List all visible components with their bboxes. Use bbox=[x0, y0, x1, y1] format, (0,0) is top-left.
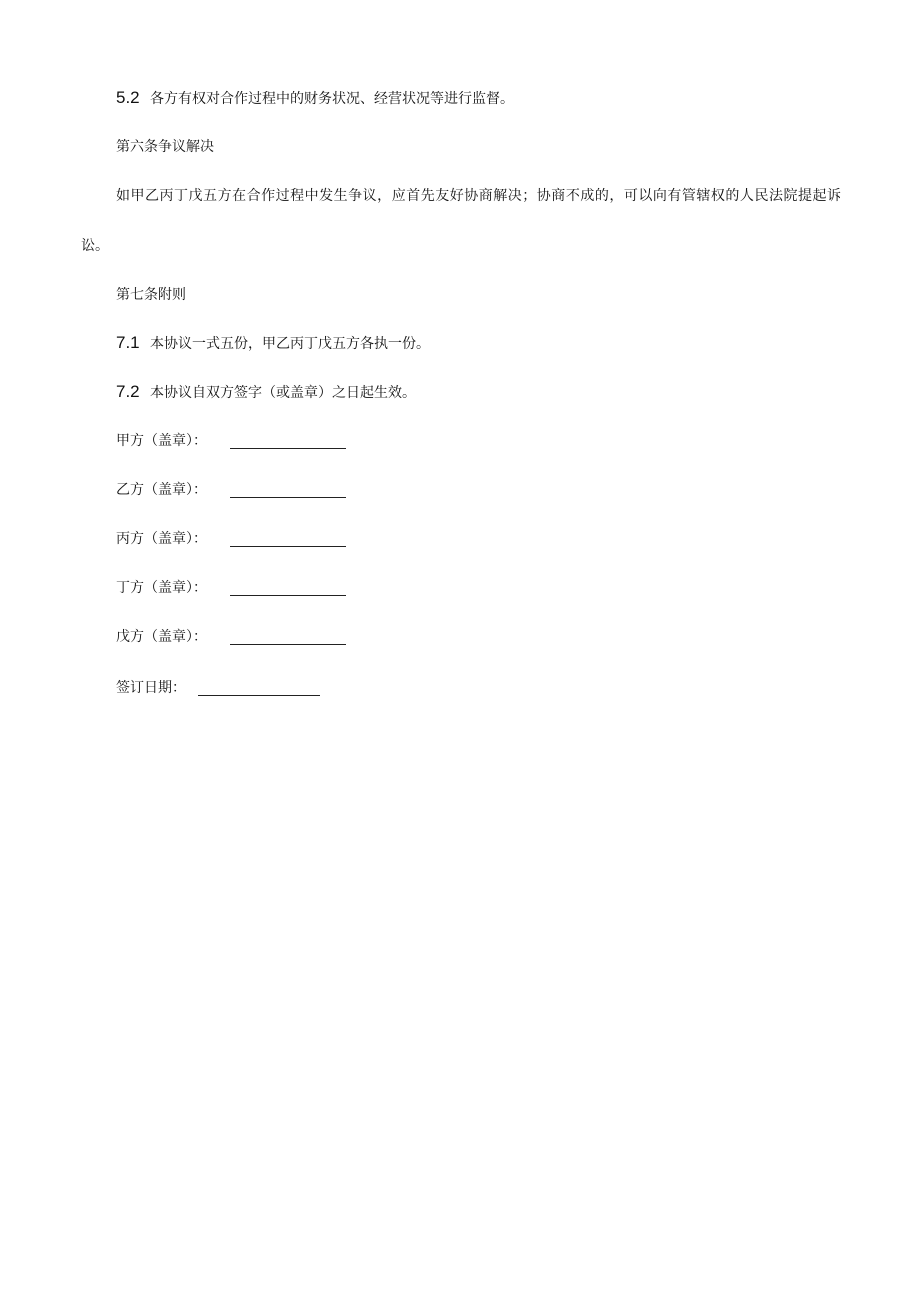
signing-date-blank[interactable] bbox=[198, 681, 320, 696]
signature-blank[interactable] bbox=[230, 532, 346, 547]
clause-5-2 bbox=[116, 88, 514, 109]
clause-number: 5.2 bbox=[116, 88, 140, 107]
article-6-heading: 第六条争议解决 bbox=[116, 139, 214, 155]
signature-blank[interactable] bbox=[230, 581, 346, 596]
signature-blank[interactable] bbox=[230, 483, 346, 498]
signing-date bbox=[116, 678, 320, 698]
article-7-heading: 第七条附则 bbox=[116, 287, 186, 303]
clause-text: 各方有权对合作过程中的财务状况、经营状况等进行监督。 bbox=[150, 91, 514, 107]
signature-label: 戊方（盖章）： bbox=[116, 629, 207, 645]
article-6-body: 如甲乙丙丁戊五方在合作过程中发生争议，应首先友好协商解决；协商不成的，可以向有管辖权的人民法院提起诉讼。 bbox=[81, 188, 841, 254]
clause-number: 7.1 bbox=[116, 333, 140, 352]
signature-blank[interactable] bbox=[230, 630, 346, 645]
signature-label: 乙方（盖章）： bbox=[116, 482, 207, 498]
signing-date-label: 签订日期： bbox=[116, 680, 186, 696]
signature-party-e bbox=[116, 627, 346, 647]
signature-label: 丁方（盖章）： bbox=[116, 580, 207, 596]
signature-party-c bbox=[116, 529, 346, 549]
signature-party-d bbox=[116, 578, 346, 598]
clause-7-1 bbox=[116, 333, 430, 354]
clause-7-2 bbox=[116, 382, 416, 403]
signature-blank[interactable] bbox=[230, 434, 346, 449]
clause-number: 7.2 bbox=[116, 382, 140, 401]
signature-label: 丙方（盖章）： bbox=[116, 531, 207, 547]
signature-party-b bbox=[116, 480, 346, 500]
signature-label: 甲方（盖章）： bbox=[116, 433, 207, 449]
clause-text: 本协议自双方签字（或盖章）之日起生效。 bbox=[150, 385, 416, 401]
signature-party-a bbox=[116, 431, 346, 451]
clause-text: 本协议一式五份，甲乙丙丁戊五方各执一份。 bbox=[150, 336, 430, 352]
